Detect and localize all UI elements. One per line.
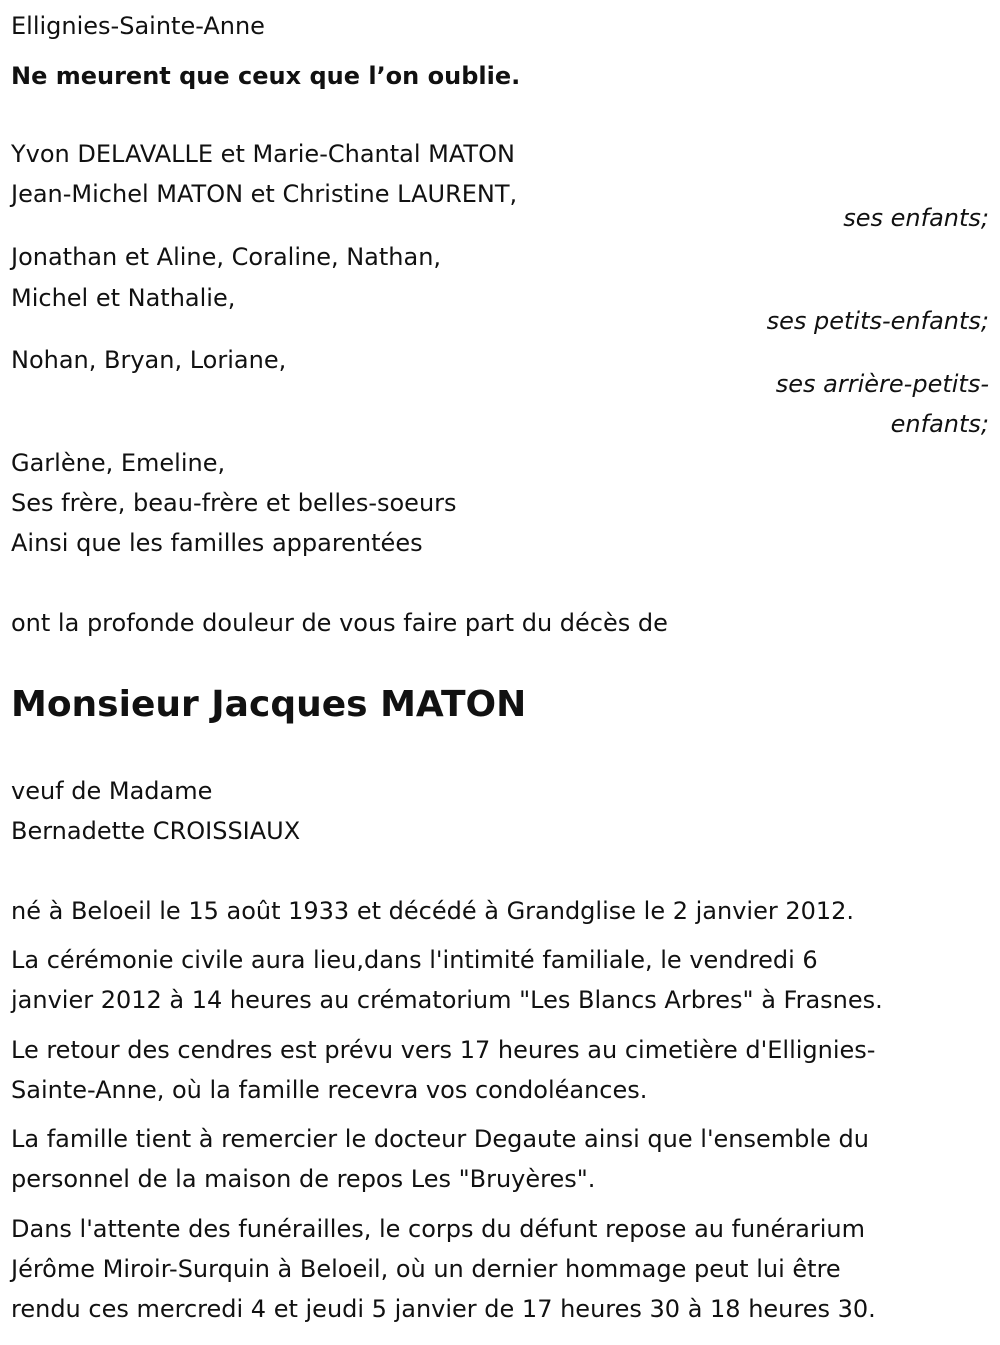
children-label: ses enfants; — [843, 204, 989, 232]
place-heading: Ellignies-Sainte-Anne — [11, 12, 265, 40]
widow-line: veuf de Madame — [11, 777, 213, 805]
grandchildren-label: ses petits-enfants; — [766, 307, 989, 335]
great-grandchildren-label: ses arrière-petits- — [775, 370, 989, 398]
great-grandchildren-line: Nohan, Bryan, Loriane, — [11, 346, 287, 374]
viewing-text: Dans l'attente des funérailles, le corps du défunt repose au funérarium — [11, 1215, 865, 1243]
deceased-name: Monsieur Jacques MATON — [11, 684, 527, 725]
birth-death-text: né à Beloeil le 15 août 1933 et décédé à Grandglise le 2 janvier 2012. — [11, 897, 855, 925]
children-line: Jean-Michel MATON et Christine LAURENT, — [11, 180, 518, 208]
ashes-text: Le retour des cendres est prévu vers 17 heures au cimetière d'Ellignies- — [11, 1036, 876, 1064]
thanks-text: personnel de la maison de repos Les "Bruyères". — [11, 1165, 596, 1193]
other-family-line: Ses frère, beau-frère et belles-soeurs — [11, 489, 457, 517]
viewing-text: rendu ces mercredi 4 et jeudi 5 janvier de 17 heures 30 à 18 heures 30. — [11, 1295, 876, 1323]
motto: Ne meurent que ceux que l’on oublie. — [11, 62, 521, 90]
ashes-text: Sainte-Anne, où la famille recevra vos condoléances. — [11, 1076, 648, 1104]
grandchildren-line: Michel et Nathalie, — [11, 284, 236, 312]
ceremony-text: janvier 2012 à 14 heures au crématorium "Les Blancs Arbres" à Frasnes. — [11, 986, 883, 1014]
children-line: Yvon DELAVALLE et Marie-Chantal MATON — [11, 140, 515, 168]
thanks-text: La famille tient à remercier le docteur Degaute ainsi que l'ensemble du — [11, 1125, 869, 1153]
ceremony-text: La cérémonie civile aura lieu,dans l'intimité familiale, le vendredi 6 — [11, 946, 818, 974]
other-family-line: Ainsi que les familles apparentées — [11, 529, 423, 557]
viewing-text: Jérôme Miroir-Surquin à Beloeil, où un dernier hommage peut lui être — [11, 1255, 841, 1283]
announcement-text: ont la profonde douleur de vous faire part du décès de — [11, 609, 668, 637]
other-family-line: Garlène, Emeline, — [11, 449, 226, 477]
grandchildren-line: Jonathan et Aline, Coraline, Nathan, — [11, 243, 442, 271]
great-grandchildren-label-cont: enfants; — [890, 410, 989, 438]
widow-line: Bernadette CROISSIAUX — [11, 817, 301, 845]
